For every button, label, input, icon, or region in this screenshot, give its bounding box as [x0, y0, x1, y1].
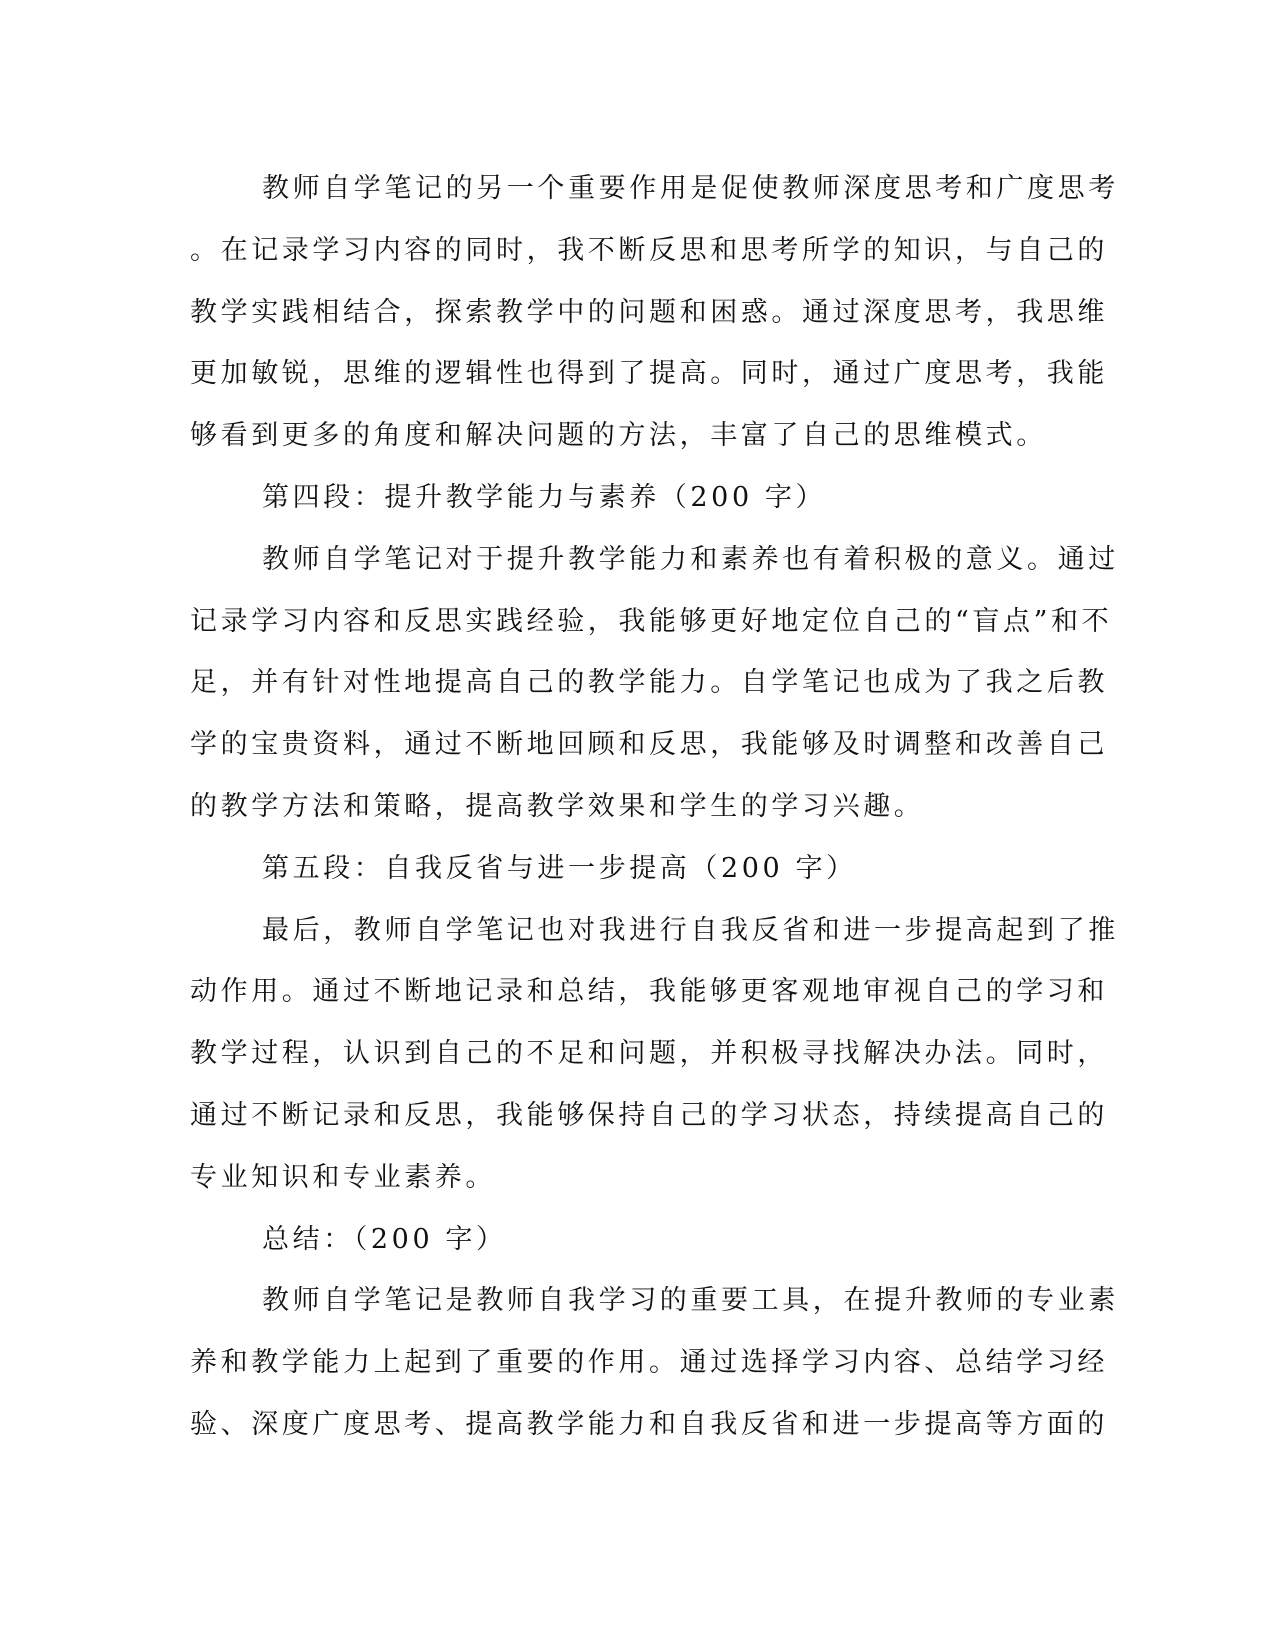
- paragraph-line: 教师自学笔记的另一个重要作用是促使教师深度思考和广度思考: [262, 173, 1119, 204]
- paragraph-line: 专业知识和专业素养。: [190, 1161, 496, 1193]
- paragraph-line: 记录学习内容和反思实践经验，我能够更好地定位自己的“盲点”和不: [190, 605, 1113, 637]
- section-heading-5: 第五段：自我反省与进一步提高（200 字）: [262, 852, 857, 884]
- paragraph-line: 最后，教师自学笔记也对我进行自我反省和进一步提高起到了推: [262, 914, 1119, 946]
- paragraph-line: 养和教学能力上起到了重要的作用。通过选择学习内容、总结学习经: [190, 1347, 1108, 1379]
- paragraph-line: 足，并有针对性地提高自己的教学能力。自学笔记也成为了我之后教: [190, 667, 1108, 699]
- summary-heading: 总结：（200 字）: [262, 1223, 507, 1255]
- paragraph-line: 通过不断记录和反思，我能够保持自己的学习状态，持续提高自己的: [190, 1099, 1108, 1131]
- paragraph-line: 。在记录学习内容的同时，我不断反思和思考所学的知识，与自己的: [190, 234, 1108, 266]
- paragraph-line: 更加敏锐，思维的逻辑性也得到了提高。同时，通过广度思考，我能: [190, 358, 1108, 390]
- paragraph-line: 够看到更多的角度和解决问题的方法，丰富了自己的思维模式。: [190, 420, 1047, 452]
- paragraph-line: 教师自学笔记对于提升教学能力和素养也有着积极的意义。通过: [262, 543, 1119, 575]
- paragraph-line: 动作用。通过不断地记录和总结，我能够更客观地审视自己的学习和: [190, 976, 1108, 1008]
- paragraph-line: 验、深度广度思考、提高教学能力和自我反省和进一步提高等方面的: [190, 1408, 1108, 1440]
- paragraph-line: 教学过程，认识到自己的不足和问题，并积极寻找解决办法。同时，: [190, 1038, 1108, 1070]
- paragraph-line: 教学实践相结合，探索教学中的问题和困惑。通过深度思考，我思维: [190, 296, 1108, 328]
- paragraph-line: 教师自学笔记是教师自我学习的重要工具，在提升教师的专业素: [262, 1285, 1119, 1317]
- section-heading-4: 第四段：提升教学能力与素养（200 字）: [262, 481, 827, 513]
- paragraph-line: 的教学方法和策略，提高教学效果和学生的学习兴趣。: [190, 790, 925, 822]
- document-body: [190, 158, 1119, 1456]
- paragraph-line: 学的宝贵资料，通过不断地回顾和反思，我能够及时调整和改善自己: [190, 729, 1108, 761]
